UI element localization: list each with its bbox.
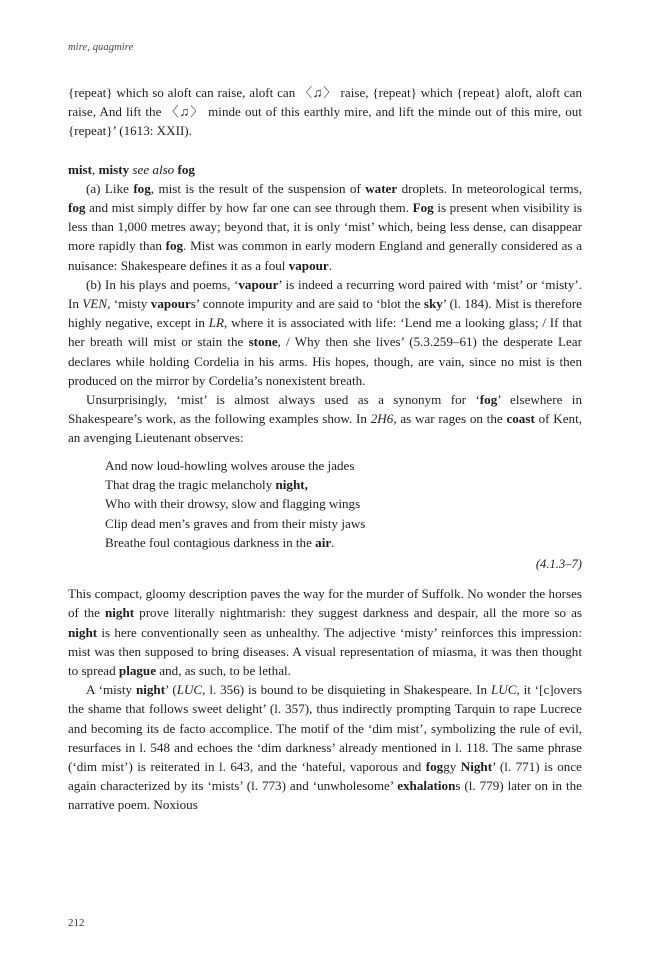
bold-crossref: fog — [165, 238, 184, 254]
paragraph-d — [68, 584, 582, 680]
text-run: , l. 356) is bound to be disquieting in Shakespeare. In — [202, 682, 491, 698]
text-run: . — [331, 535, 335, 551]
bold-crossref: fog — [425, 758, 444, 774]
text-run: A ‘misty — [86, 682, 136, 698]
text-run: Who with their drowsy, slow and flagging wings — [105, 496, 361, 512]
verse-line — [105, 475, 582, 494]
text-run: That drag the tragic melancholy — [105, 477, 276, 493]
text-run: , — [92, 161, 99, 177]
bold-crossref: coast — [506, 411, 535, 427]
bold-crossref: fog — [177, 161, 195, 177]
bold-crossref: vapour — [238, 276, 279, 292]
bold-crossref: mist — [68, 161, 93, 177]
verse-line — [105, 533, 582, 552]
bold-crossref: fog — [68, 200, 86, 216]
paragraph-e — [68, 680, 582, 814]
text-run: This compact, gloomy description paves the way for the murder of Suffolk. No wonder the horses of the — [68, 586, 582, 621]
text-run: s’ connote impurity and are said to ‘blot the — [190, 296, 424, 312]
text-run: and, as such, to be lethal. — [156, 662, 291, 678]
bold-crossref: Fog — [412, 200, 434, 216]
italic-text: LUC — [176, 682, 203, 698]
page-number: 212 — [68, 917, 85, 929]
text-run: prove literally nightmarish: they suggest darkness and despair, all the more so as — [134, 605, 583, 621]
verse-quotation — [105, 456, 582, 553]
text-run: (a) Like — [86, 180, 134, 196]
bold-crossref: plague — [118, 662, 157, 678]
text-run: droplets. In meteorological terms, — [397, 180, 582, 196]
paragraph-a — [68, 179, 582, 275]
text-run: Breathe foul contagious darkness in the — [105, 535, 316, 551]
text-run: . Mist was common in early modern England and generally considered as a nuisance: Shakespeare defines it as a foul — [68, 238, 583, 273]
bold-crossref: fog — [133, 180, 151, 196]
italic-text: LUC — [490, 682, 517, 698]
text-run: is here conventionally seen as unhealthy. The adjective ‘misty’ reinforces this impression: mist was then supposed to bring diseases. A visual representation of miasma, it was then thought to spread — [68, 624, 582, 678]
text-run: ’ (l. 184). Mist is therefore highly negative, except in — [68, 296, 582, 331]
text-run: , ‘misty — [107, 296, 151, 312]
bold-crossref: sky — [423, 296, 443, 312]
bold-crossref: night, — [275, 477, 308, 493]
italic-text: see also — [132, 161, 175, 177]
text-run: (b) In his plays and poems, ‘ — [86, 276, 239, 292]
text-run: ’ is indeed a recurring word paired with ‘mist’ or ‘misty’. In — [68, 276, 583, 312]
paragraph-c — [68, 390, 582, 448]
text-run: , it ‘[c]overs the shame that follows sweet delight’ (l. 357), thus indirectly prompting Tarquin to rape Lucrece and becoming its de facto accomplice. The motif of the ‘dim mist’, symbolizing the rule of evil, resurfaces in l. 548 and echoes the ‘dim darkness’ already mentioned in l. 118. The same phrase (‘dim mist’) is reiterated in l. 643, and the ‘hateful, vaporous and — [68, 682, 583, 774]
italic-text: LR — [208, 315, 225, 331]
verse-line — [105, 456, 582, 475]
text-run: s (l. 779) later on in the narrative poem. Noxious — [68, 778, 582, 813]
text-run: , / Why then she lives’ (5.3.259–61) the desperate Lear declares while holding Cordelia in his arms. His hopes, though, are vain, since no mist is then produced on the mirror by Cordelia’s nonexistent breath. — [68, 334, 582, 388]
bold-crossref: exhalation — [397, 778, 456, 794]
italic-text: VEN — [82, 296, 108, 312]
italic-text: 2H6 — [370, 411, 394, 427]
bold-crossref: vapour — [288, 257, 329, 273]
bold-crossref: night — [68, 624, 98, 640]
text-run: , mist is the result of the suspension of — [150, 180, 366, 196]
bold-crossref: fog — [479, 392, 498, 408]
text-run: and mist simply differ by how far one can see through them. — [85, 200, 413, 216]
bold-crossref: night — [105, 605, 135, 621]
paragraph-b — [68, 275, 582, 390]
bold-crossref: water — [365, 180, 398, 196]
text-run: , where it is associated with life: ‘Lend me a looking glass; / If that her breath will mist or stain the — [68, 315, 582, 350]
verse-line — [105, 494, 582, 513]
text-run: , as war rages on the — [393, 411, 507, 427]
text-run: is present when visibility is less than 1,000 metres away; beyond that, it is only ‘mist’ which, being less dense, can disappear more rapidly than — [68, 200, 582, 254]
verse-line — [105, 514, 582, 533]
text-run: . — [328, 257, 333, 273]
text-run: of Kent, an avenging Lieutenant observes: — [68, 411, 582, 446]
bold-crossref: misty — [98, 161, 130, 177]
text-run: Clip dead men’s graves and from their misty jaws — [105, 515, 366, 531]
section-gap — [68, 141, 582, 160]
text-run: And now loud-howling wolves arouse the jades — [105, 457, 355, 473]
bold-crossref: vapour — [150, 296, 191, 312]
text-run: gy — [443, 758, 461, 774]
entry-headword — [68, 160, 582, 179]
paragraph-continuation — [68, 83, 582, 141]
running-head: mire, quagmire — [68, 42, 134, 53]
bold-crossref: night — [135, 682, 166, 698]
bold-crossref: Night — [460, 758, 493, 774]
bold-crossref: stone — [248, 334, 278, 350]
text-run: ’ elsewhere in Shakespeare’s work, as the following examples show. In — [68, 392, 582, 427]
text-run: {repeat} which so aloft can raise, aloft can 〈♫〉 raise, {repeat} which {repeat} aloft, aloft can raise, And lift the 〈♫〉 minde out of this earthly mire, and lift the minde out of this mire, out {repeat}’ (1613: XXII). — [68, 85, 582, 139]
text-run: ’ ( — [165, 682, 177, 698]
bold-crossref: air — [315, 535, 332, 551]
text-run: Unsurprisingly, ‘mist’ is almost always used as a synonym for ‘ — [86, 392, 480, 408]
page — [68, 42, 582, 815]
verse-reference: (4.1.3–7) — [535, 556, 582, 571]
text-run: ’ (l. 771) is once again characterized by its ‘mists’ (l. 773) and ‘unwholesome’ — [68, 758, 582, 794]
